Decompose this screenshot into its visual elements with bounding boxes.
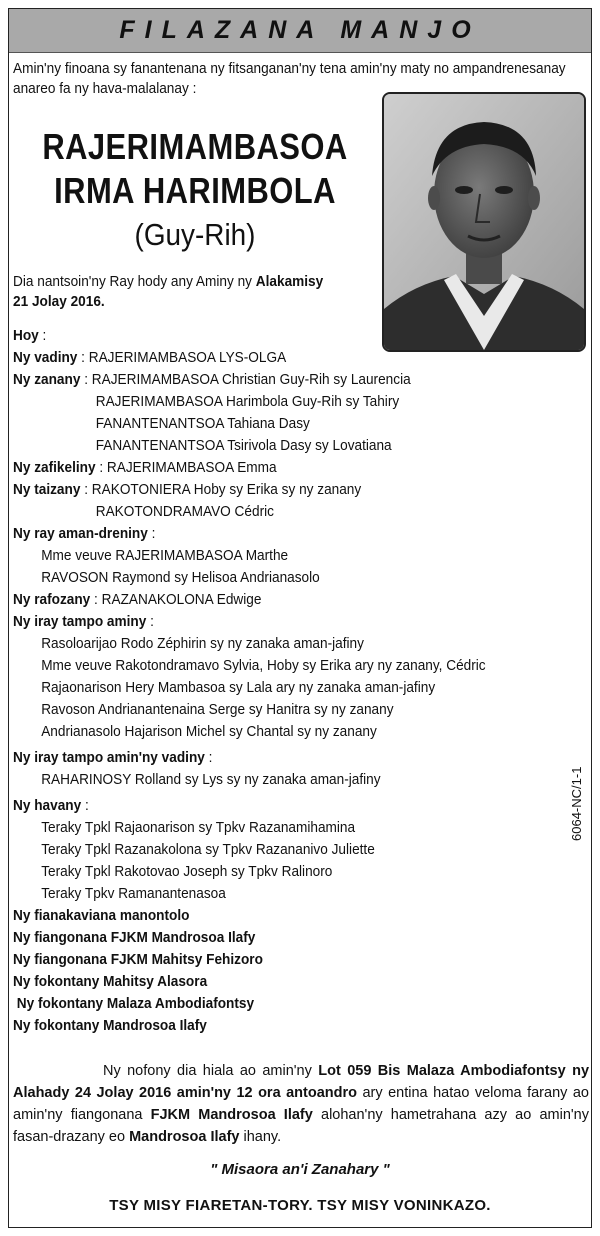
hoy-row: [13, 325, 586, 347]
list-item: RAKOTONDRAMAVO Cédric: [95, 504, 274, 520]
list-item: Teraky Tpkl Razanakolona sy Tpkv Razananivo Juliette: [41, 842, 375, 858]
list-item: Teraky Tpkl Rakotovao Joseph sy Tpkv Ralinoro: [41, 864, 333, 880]
list-item: FANANTENANTSOA Tsirivola Dasy sy Lovatiana: [95, 438, 392, 454]
funeral-text-4: ihany.: [239, 1129, 282, 1145]
vadiny-row: [13, 347, 586, 369]
funeral-details: [13, 1060, 589, 1148]
list-item: Teraky Tpkv Ramanantenasoa: [41, 886, 226, 902]
list-item: Mme veuve Rakotondramavo Sylvia, Hoby sy Erika ary ny zanany, Cédric: [41, 658, 486, 674]
deceased-nickname: (Guy-Rih): [134, 217, 256, 252]
funeral-text-1: Ny nofony dia hiala ao amin'ny: [103, 1063, 319, 1079]
reference-code: 6064-NC/1-1: [569, 766, 584, 841]
list-item: Mme veuve RAJERIMAMBASOA Marthe: [41, 548, 289, 564]
zanany-first: : RAJERIMAMBASOA Christian Guy-Rih sy Laurencia: [80, 372, 411, 388]
zafikeliny-label: Ny zafikeliny: [13, 460, 96, 476]
death-notice: [13, 272, 351, 312]
zafikeliny-row: [13, 457, 586, 479]
list-item: Andrianasolo Hajarison Michel sy Chantal sy ny zanany: [41, 724, 377, 740]
rafozany-value: : RAZANAKOLONA Edwige: [90, 592, 262, 608]
death-date: 21 Jolay 2016.: [13, 294, 105, 310]
closing-statement: TSY MISY FIARETAN-TORY. TSY MISY VONINKAZO.: [109, 1197, 491, 1214]
deceased-name-block: [9, 125, 381, 255]
list-item: Teraky Tpkl Rajaonarison sy Tpkv Razanamihamina: [41, 820, 356, 836]
zafikeliny-value: : RAJERIMAMBASOA Emma: [95, 460, 277, 476]
havany-suffix: :: [81, 798, 89, 814]
deceased-given-names: IRMA HARIMBOLA: [54, 170, 336, 211]
taizany-label: Ny taizany: [13, 482, 81, 498]
list-item: Ravoson Andrianantenaina Serge sy Hanitra sy ny zanany: [41, 702, 394, 718]
closing-quote: " Misaora an'i Zanahary ": [210, 1161, 390, 1178]
group-item: Ny fokontany Mahitsy Alasora: [13, 974, 208, 990]
funeral-burial-place: Mandrosoa Ilafy: [129, 1129, 240, 1145]
list-item: RAVOSON Raymond sy Helisoa Andrianasolo: [41, 570, 320, 586]
iray-tampo-row: [13, 611, 586, 633]
portrait-photo: [382, 92, 586, 352]
intro-text: Amin'ny finoana sy fanantenana ny fitsanganan'ny tena amin'ny maty no ampandrenesanay anareo fa ny hava-malalanay :: [13, 61, 566, 97]
zanany-label: Ny zanany: [13, 372, 81, 388]
group-item: Ny fiangonana FJKM Mandrosoa Ilafy: [13, 930, 256, 946]
portrait-image: [384, 94, 584, 350]
list-item: RAHARINOSY Rolland sy Lys sy ny zanaka aman-jafiny: [41, 772, 381, 788]
death-day: Alakamisy: [255, 274, 324, 290]
ray-aman-dreniny-suffix: :: [147, 526, 156, 542]
vadiny-label: Ny vadiny: [13, 350, 78, 366]
list-item: FANANTENANTSOA Tahiana Dasy: [95, 416, 310, 432]
hoy-suffix: :: [38, 328, 47, 344]
iray-tampo-label: Ny iray tampo aminy: [13, 614, 147, 630]
ray-aman-dreniny-row: [13, 523, 586, 545]
iray-tampo-vadiny-label: Ny iray tampo amin'ny vadiny: [13, 750, 205, 766]
rafozany-label: Ny rafozany: [13, 592, 91, 608]
zanany-row: [13, 369, 586, 391]
notice-frame: [8, 8, 592, 1228]
group-item: Ny fiangonana FJKM Mahitsy Fehizoro: [13, 952, 263, 968]
hoy-label: Hoy: [13, 328, 39, 344]
deceased-surname: RAJERIMAMBASOA: [42, 126, 348, 167]
funeral-paragraph: [13, 1060, 589, 1148]
iray-tampo-vadiny-suffix: :: [204, 750, 213, 766]
iray-tampo-suffix: :: [146, 614, 154, 630]
havany-row: [13, 795, 586, 817]
group-item: Ny fokontany Malaza Ambodiafontsy: [13, 996, 255, 1012]
death-notice-prefix: Dia nantsoin'ny Ray hody any Aminy ny: [13, 274, 256, 290]
rafozany-row: [13, 589, 586, 611]
group-item: Ny fianakaviana manontolo: [13, 908, 190, 924]
ray-aman-dreniny-label: Ny ray aman-dreniny: [13, 526, 148, 542]
taizany-row: [13, 479, 586, 501]
funeral-text-2: ary entina hatao veloma farany ao amin'ny fiangonana: [13, 1085, 589, 1123]
list-item: Rajaonarison Hery Mambasoa sy Lala ary ny zanaka aman-jafiny: [41, 680, 436, 696]
vadiny-value: : RAJERIMAMBASOA LYS-OLGA: [77, 350, 287, 366]
list-item: Rasoloarijao Rodo Zéphirin sy ny zanaka aman-jafiny: [41, 636, 364, 652]
iray-tampo-vadiny-row: [13, 747, 586, 769]
group-item: Ny fokontany Mandrosoa Ilafy: [13, 1018, 207, 1034]
family-list: [13, 325, 586, 1037]
list-item: RAJERIMAMBASOA Harimbola Guy-Rih sy Tahiry: [95, 394, 400, 410]
funeral-church: FJKM Mandrosoa Ilafy: [150, 1107, 313, 1123]
funeral-text-3: alohan'ny hametrahana azy ao amin'ny fasan-drazany eo: [13, 1107, 589, 1145]
funeral-location-time: Lot 059 Bis Malaza Ambodiafontsy ny Alahady 24 Jolay 2016 amin'ny 12 ora antoandro: [13, 1063, 590, 1101]
havany-label: Ny havany: [13, 798, 82, 814]
taizany-first: : RAKOTONIERA Hoby sy Erika sy ny zanany: [80, 482, 362, 498]
notice-title: FILAZANA MANJO: [9, 9, 591, 53]
